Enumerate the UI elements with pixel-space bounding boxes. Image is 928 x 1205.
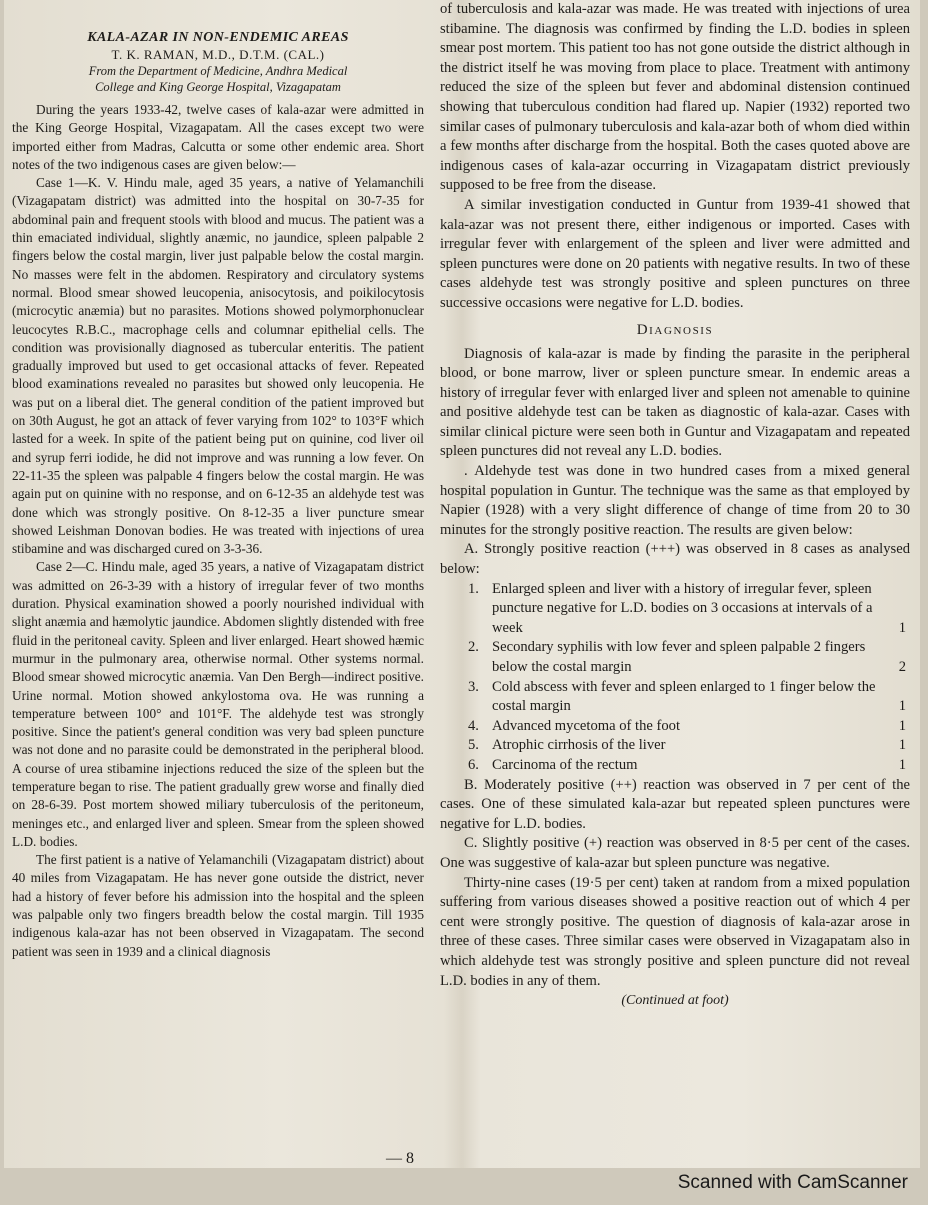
result-c-paragraph: C. Slightly positive (+) reaction was observed in 8·5 per cent of the cases. One was suggestive of kala-azar but spleen puncture was negative. (440, 835, 910, 871)
case-1-paragraph: Case 1—K. V. Hindu male, aged 35 years, a native of Yelamanchili (Vizagapatam district) was admitted into the hospital on 30-7-35 for abdominal pain and frequent stools with blood and mucus. The patient was a thin emaciated individual, slightly anæmic, no jaundice, spleen palpable 2 fingers below the costal margin, liver just palpable below the costal margin. No masses were felt in the abdomen. Respiratory and circulatory systems normal. Blood smear showed leucopenia, anisocytosis, and poikilocytosis (microcytic anæmia) but no parasites. Motions showed polymorphonuclear leucocytes R.B.C., macrophage cells and columnar epithelial cells. The condition was provisionally diagnosed as tubercular enteritis. The patient gradually improved but used to get occasional attacks of fever. Repeated blood examinations revealed no parasites but showed only leucopenia. He was put on a liberal diet. The general condition of the patient improved but on 30th August, he got an attack of fever varying from 102° to 103°F which lasted for a week. In spite of the patient being put on quinine, cod liver oil and syrup ferri iodide, he did not improve and was running a low fever. On 22-11-35 the spleen was palpable 4 fingers below the costal margin. He was again put on quinine with no response, and on 6-12-35 an aldehyde test was done which was strongly positive. On 8-12-35 a liver puncture smear showed Leishman Donovan bodies. He was treated with injections of urea stibamine and was discharged cured on 3-3-36. (12, 175, 424, 557)
list-item: 6. Carcinoma of the rectum 1 (468, 756, 906, 773)
result-a-paragraph: A. Strongly positive reaction (+++) was observed in 8 cases as analysed below: (440, 541, 910, 578)
list-item: 3. Cold abscess with fever and spleen enlarged to 1 finger below the costal margin 1 (468, 678, 906, 715)
continuation-paragraph: of tuberculosis and kala-azar was made. He was treated with injections of urea stibamine. The diagnosis was confirmed by finding the L.D. bodies in spleen smear post mortem. This patient too has not gone outside the district although in the district itself he was moving from place to place. Treatment with antimony reduced the size of the spleen but fever and abdominal distension continued showing that tuberculous condition had flared up. Napier (1932) reported two similar cases of pulmonary tuberculosis and kala-azar both of whom died within a few months after discharge from the hospital. Both the cases quoted above are indigenous cases of kala-azar occurring in Vizagapatam district previously supposed to be free from the disease. (440, 1, 910, 194)
left-column (12, 0, 424, 961)
right-column (440, 0, 910, 1009)
list-item: 5. Atrophic cirrhosis of the liver 1 (468, 737, 906, 754)
scanned-page (4, 0, 920, 1168)
aldehyde-test-paragraph: . Aldehyde test was done in two hundred cases from a mixed general hospital population in Guntur. The technique was the same as that employed by Napier (1928) with a very slight difference of change of time from 20 to 30 minutes for the strongly positive reaction. The results are given below: (440, 463, 910, 538)
discussion-paragraph: The first patient is a native of Yelamanchili (Vizagapatam district) about 40 miles from Vizagapatam. He has never gone outside the district, never had a history of fever before his admission into the hospital and the spleen was palpable only two fingers breadth below the costal margin. Till 1935 indigenous kala-azar has not been observed in Vizagapatam. The second patient was seen in 1939 and a clinical diagnosis (12, 852, 424, 959)
intro-paragraph: During the years 1933-42, twelve cases of kala-azar were admitted in the King George Hospital, Vizagapatam. All the cases except two were imported either from Madras, Calcutta or some other endemic area. Short notes of the two indigenous cases are given below:— (12, 102, 424, 172)
list-item: 1. Enlarged spleen and liver with a history of irregular fever, spleen puncture negative for L.D. bodies on 3 occasions at intervals of a week 1 (468, 580, 906, 636)
diagnosis-heading: Diagnosis (636, 321, 714, 338)
guntur-paragraph: A similar investigation conducted in Guntur from 1939-41 showed that kala-azar was not present there, either indigenous or imported. Cases with irregular fever with enlargement of the spleen and liver were admitted and spleen punctures were done on 20 patients with negative results. In two of these cases aldehyde test was strongly positive and spleen punctures on three successive occasions were negative for L.D. bodies. (440, 196, 910, 311)
affiliation-line-1: From the Department of Medicine, Andhra Medical (88, 64, 348, 78)
random-cases-paragraph: Thirty-nine cases (19·5 per cent) taken at random from a mixed population suffering from various diseases showed a positive reaction out of which 4 per cent were strongly positive. The question of diagnosis of kala-azar arose in three of these cases. Three similar cases were observed in Vizagapatam also in which aldehyde test was strongly positive and spleen puncture did not reveal L.D. bodies in any of them. (440, 874, 910, 989)
diagnosis-paragraph: Diagnosis of kala-azar is made by finding the parasite in the peripheral blood, or bone marrow, liver or spleen puncture smear. In endemic areas a history of irregular fever with enlarged liver and spleen not amenable to quinine and positive aldehyde test can be taken as diagnostic of kala-azar. Cases with similar clinical picture were seen both in Guntur and Vizagapatam and repeated spleen punctures did not reveal any L.D. bodies. (440, 345, 910, 460)
case-list (440, 580, 910, 776)
affiliation-line-2: College and King George Hospital, Vizagapatam (95, 80, 341, 94)
continued-note: (Continued at foot) (621, 993, 729, 1009)
list-item: 2. Secondary syphilis with low fever and spleen palpable 2 fingers below the costal margin 2 (468, 639, 906, 675)
list-item: 4. Advanced mycetoma of the foot 1 (468, 717, 906, 734)
result-b-paragraph: B. Moderately positive (++) reaction was observed in 7 per cent of the cases. One of these simulated kala-azar but repeated spleen punctures were negative for L.D. bodies. (440, 776, 910, 832)
article-title: KALA-AZAR IN NON-ENDEMIC AREAS (87, 30, 349, 45)
page-number: — 8 (386, 1150, 414, 1167)
case-2-paragraph: Case 2—C. Hindu male, aged 35 years, a native of Vizagapatam district was admitted on 26-3-39 with a history of irregular fever of two months duration. Physical examination showed a poorly nourished individual with slight anæmia and hæmolytic jaundice. Abdomen slightly distended with free fluid in the peritoneal cavity. Spleen and liver enlarged. Heart showed hæmic murmur in the pulmonary area, otherwise normal. Other systems normal. Blood smear showed microcytic anæmia. Van Den Bergh—indirect positive. Urine normal. Motion showed ankylostoma ova. He was running a temperature between 100° and 101°F. The aldehyde test was strongly positive. Since the patient's general condition was very bad spleen puncture was not done and no parasite could be demonstrated in the peripheral blood. A course of urea stibamine injections reduced the size of the spleen but the temperature began to rise. The patient gradually grew worse and finally died on 28-6-39. Post mortem showed miliary tuberculosis of the peritoneum, meninges etc., and enlarged liver and spleen. Smear from the spleen showed L.D. bodies. (12, 559, 424, 849)
scanner-watermark: Scanned with CamScanner (677, 1172, 908, 1193)
article-author: T. K. RAMAN, M.D., D.T.M. (CAL.) (111, 47, 325, 62)
